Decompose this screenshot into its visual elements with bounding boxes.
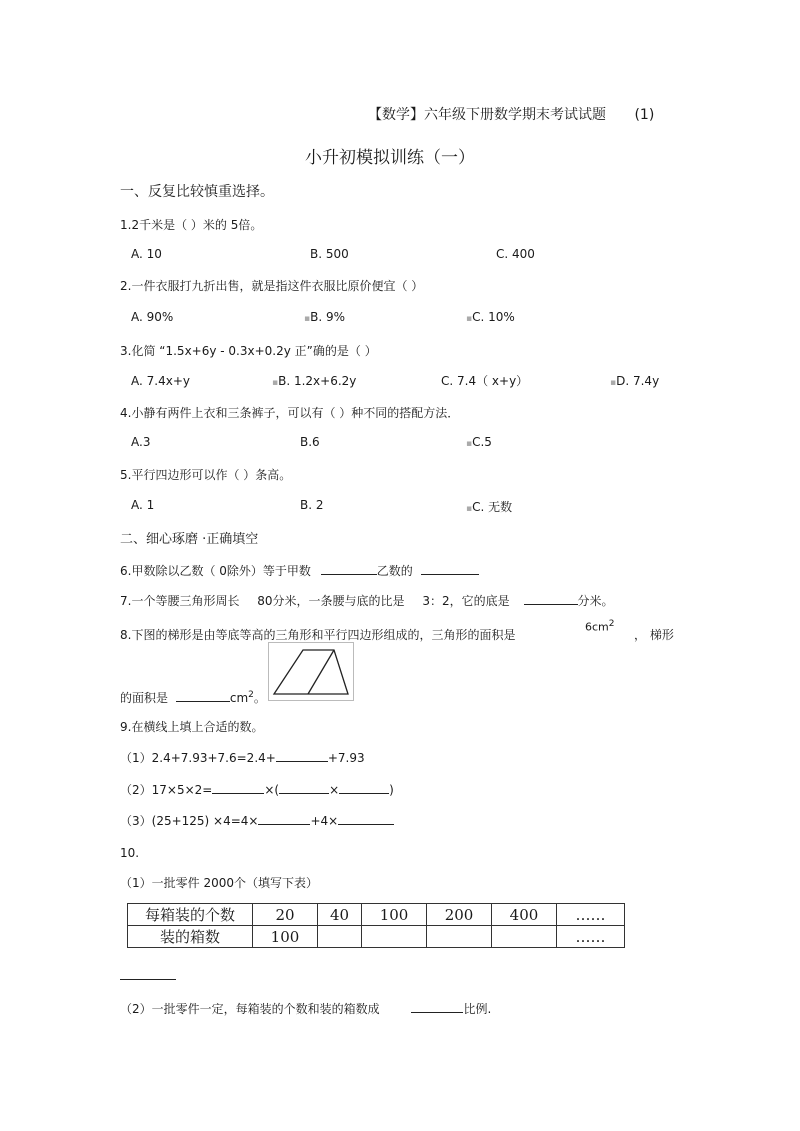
q5-option-b: B. 2 <box>300 498 324 512</box>
trapezoid-divider <box>308 650 334 694</box>
table-cell[interactable] <box>362 926 427 948</box>
q6-blank-2[interactable] <box>421 562 479 575</box>
q5-option-a: A. 1 <box>131 498 155 512</box>
q1-option-c: C. 400 <box>496 247 535 261</box>
title-text: 【数学】六年级下册数学期末考试试题 <box>368 107 606 123</box>
q10-part-2: （2）一批零件一定，每箱装的个数和装的箱数成 比例. <box>120 1002 492 1016</box>
table-cell: …… <box>556 904 624 926</box>
document-title <box>368 104 654 124</box>
question-9: 9.在横线上填上合适的数。 <box>120 720 264 734</box>
q9-part-3: （3）(25+125) ×4=4× +4× <box>120 812 394 829</box>
q1-option-a: A. 10 <box>131 247 162 261</box>
q9-1-blank[interactable] <box>276 749 328 762</box>
question-7: 7.一个等腰三角形周长 80分米，一条腰与底的比是 3：2，它的底是 分米。 <box>120 594 614 608</box>
question-2: 2.一件衣服打九折出售，就是指这件衣服比原价便宜（ ） <box>120 279 424 293</box>
q10-2-blank[interactable] <box>411 1000 463 1013</box>
q10-part-1: （1）一批零件 2000个（填写下表） <box>120 876 318 890</box>
q5-option-c: ▪C. 无数 <box>466 500 513 514</box>
q8-trapezoid-label: ， 梯形 <box>634 628 674 642</box>
q4-option-b: B.6 <box>300 435 320 449</box>
q2-option-b: ▪B. 9% <box>304 310 346 324</box>
table-cell: 100 <box>253 926 318 948</box>
table-cell: 100 <box>362 904 427 926</box>
table-cell: 每箱装的个数 <box>128 904 253 926</box>
packing-table <box>127 903 625 948</box>
question-1: 1.2千米是（ ）米的 5倍。 <box>120 218 263 232</box>
q9-part-1: （1）2.4+7.93+7.6=2.4+ +7.93 <box>120 751 365 765</box>
section-2-heading: 二、细心琢磨 ·正确填空 <box>120 532 259 547</box>
q3-option-b: ▪B. 1.2x+6.2y <box>272 374 357 388</box>
title-number: (1) <box>634 107 655 123</box>
q4-option-c: ▪C.5 <box>466 435 492 449</box>
question-4: 4.小静有两件上衣和三条裤子，可以有（ ）种不同的搭配方法． <box>120 406 460 420</box>
table-cell: 20 <box>253 904 318 926</box>
q7-blank[interactable] <box>524 592 578 605</box>
q9-3-blank-1[interactable] <box>258 812 310 825</box>
q2-option-a: A. 90% <box>131 310 174 324</box>
table-cell: 200 <box>427 904 492 926</box>
question-8-line-1: 8.下图的梯形是由等底等高的三角形和平行四边形组成的，三角形的面积是 <box>120 628 516 642</box>
q4-option-a: A.3 <box>131 435 151 449</box>
question-8-line-2: 的面积是 $cm^2$。 <box>120 690 266 705</box>
table-cell[interactable] <box>492 926 557 948</box>
trapezoid-outline <box>274 650 348 694</box>
q2-option-c: ▪C. 10% <box>466 310 515 324</box>
q9-part-2: （2）17×5×2= ×( × ) <box>120 783 394 797</box>
q3-option-a: A. 7.4x+y <box>131 374 190 388</box>
q3-option-d: ▪D. 7.4y <box>610 374 660 388</box>
question-3: 3.化简 “1.5x+6y - 0.3x+0.2y 正”确的是（ ） <box>120 344 377 358</box>
table-cell: …… <box>556 926 624 948</box>
question-5: 5.平行四边形可以作（ ）条高。 <box>120 468 292 482</box>
q9-2-blank-3[interactable] <box>339 781 389 794</box>
table-cell: 40 <box>317 904 361 926</box>
q3-option-c: C. 7.4（ x+y） <box>441 374 529 388</box>
table-row <box>128 904 625 926</box>
table-cell: 400 <box>492 904 557 926</box>
q8-blank[interactable] <box>176 689 230 702</box>
q10-loose-blank[interactable] <box>120 979 176 980</box>
table-cell[interactable] <box>427 926 492 948</box>
table-row <box>128 926 625 948</box>
document-subtitle: 小升初模拟训练（一） <box>305 148 475 168</box>
table-cell: 装的箱数 <box>128 926 253 948</box>
q9-2-blank-2[interactable] <box>279 781 329 794</box>
table-cell[interactable] <box>317 926 361 948</box>
q9-2-blank-1[interactable] <box>212 781 264 794</box>
question-6: 6.甲数除以乙数（ 0除外）等于甲数 乙数的 <box>120 562 479 579</box>
q8-area-value: $6cm^2$ <box>585 619 615 634</box>
q1-option-b: B. 500 <box>310 247 349 261</box>
question-10: 10. <box>120 846 140 860</box>
q6-blank-1[interactable] <box>321 562 377 575</box>
trapezoid-figure <box>268 642 354 702</box>
q9-3-blank-2[interactable] <box>338 812 394 825</box>
section-1-heading: 一、反复比较慎重选择。 <box>120 184 274 200</box>
